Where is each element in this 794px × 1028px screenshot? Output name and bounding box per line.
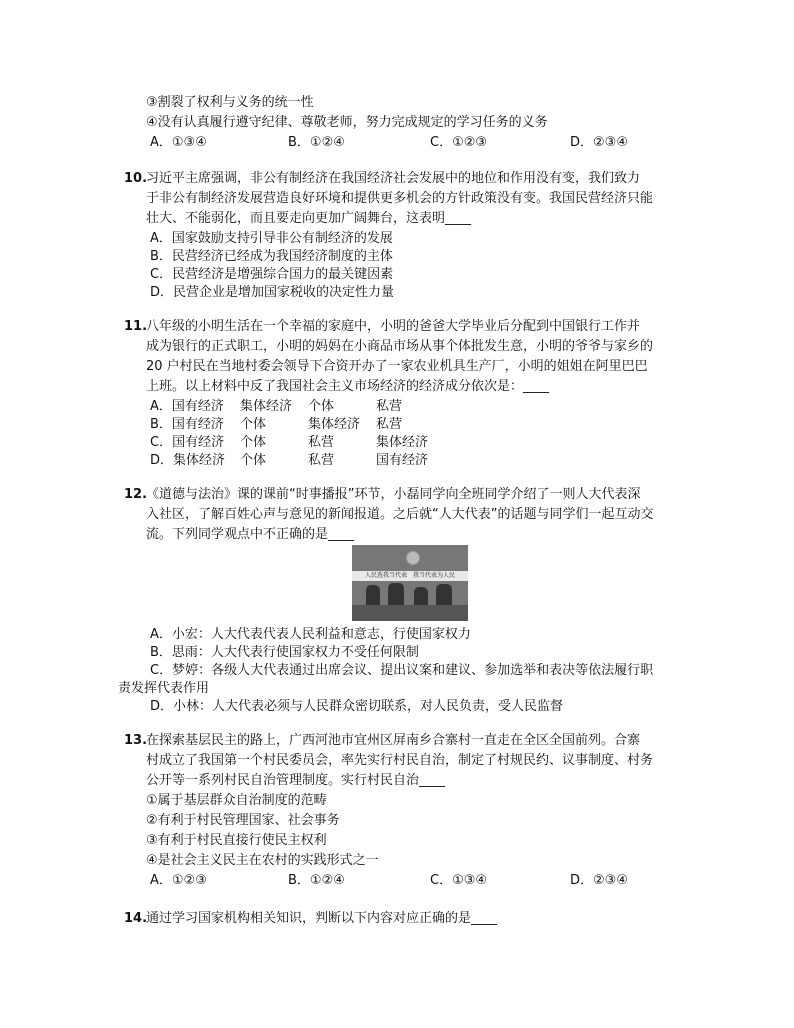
q11-option-c-col-2: 个体	[240, 435, 267, 450]
q12-stem-line-3: 流。下列同学观点中不正确的是____	[146, 527, 355, 542]
news-photo	[352, 545, 468, 621]
q11-option-a-col-1: A．国有经济	[150, 399, 224, 414]
q12-option-d[interactable]: D．小林：人大代表必须与人民群众密切联系，对人民负责，受人民监督	[150, 699, 564, 714]
q10-option-d[interactable]: D．民营企业是增加国家税收的决定性力量	[150, 285, 395, 300]
q11-option-d-col-3: 私营	[308, 453, 335, 468]
q13-stem-line-2: 村成立了我国第一个村民委员会，率先实行村民自治，制定了村规民约、议事制度、村务	[146, 753, 654, 768]
q10-stem-line-3: 壮大、不能弱化，而且要走向更加广阔舞台，这表明____	[146, 211, 472, 226]
q13-option-d[interactable]: D．②③④	[570, 873, 628, 888]
q10-stem-line-2: 于非公有制经济发展营造良好环境和提供更多机会的方针政策没有变。我国民营经济只能	[146, 191, 654, 206]
q12-option-c-cont: 责发挥代表作用	[118, 681, 210, 696]
q13-number: 13.	[124, 733, 148, 748]
q13-item-1: ①属于基层群众自治制度的范畴	[146, 793, 327, 808]
q13-option-c[interactable]: C．①③④	[430, 873, 488, 888]
q11-option-b-col-3: 集体经济	[308, 417, 361, 432]
q10-option-b[interactable]: B．民营经济已经成为我国经济制度的主体	[150, 249, 393, 264]
q10-option-c[interactable]: C．民营经济是增强综合国力的最关键因素	[150, 267, 394, 282]
option-a[interactable]: A．①③④	[150, 135, 207, 150]
q11-option-a-col-2: 集体经济	[240, 399, 293, 414]
q12-option-b[interactable]: B．思雨：人大代表行使国家权力不受任何限制	[150, 645, 419, 660]
q11-option-d-col-2: 个体	[240, 453, 267, 468]
q13-option-a[interactable]: A．①②③	[150, 873, 207, 888]
option-c[interactable]: C．①②③	[430, 135, 488, 150]
q13-item-4: ④是社会主义民主在农村的实践形式之一	[146, 853, 379, 868]
q11-stem-line-2: 成为银行的正式职工，小明的妈妈在小商品市场从事个体批发生意，小明的爷爷与家乡的	[146, 339, 654, 354]
option-b[interactable]: B．①②④	[288, 135, 345, 150]
national-emblem-icon	[406, 551, 420, 565]
q13-item-2: ②有利于村民管理国家、社会事务	[146, 813, 340, 828]
q10-number: 10.	[124, 171, 148, 186]
q12-stem-line-2: 入社区，了解百姓心声与意见的新闻报道。之后就“人大代表”的话题与同学们一起互动交	[146, 507, 654, 522]
q12-option-a[interactable]: A．小宏：人大代表代表人民利益和意志，行使国家权力	[150, 627, 471, 642]
q11-stem-line-1: 八年级的小明生活在一个幸福的家庭中，小明的爸爸大学毕业后分配到中国银行工作并	[146, 319, 641, 334]
q11-option-d-col-1: D．集体经济	[150, 453, 226, 468]
q11-option-a-col-4: 私营	[376, 399, 403, 414]
q13-stem-line-1: 在探索基层民主的路上，广西河池市宜州区屏南乡合寨村一直走在全区全国前列。合寨	[146, 733, 641, 748]
q11-option-b-col-2: 个体	[240, 417, 267, 432]
q10-stem-line-1: 习近平主席强调，非公有制经济在我国经济社会发展中的地位和作用没有变，我们致力	[146, 171, 641, 186]
q13-item-3: ③有利于村民直接行使民主权利	[146, 833, 327, 848]
q11-option-b-col-1: B．国有经济	[150, 417, 224, 432]
option-d[interactable]: D．②③④	[570, 135, 628, 150]
top-item-4: ④没有认真履行遵守纪律、尊敬老师，努力完成规定的学习任务的义务	[146, 115, 548, 130]
q11-option-c-col-3: 私营	[308, 435, 335, 450]
q14-number: 14.	[124, 911, 148, 926]
q11-option-c-col-1: C．国有经济	[150, 435, 225, 450]
q11-option-b-col-4: 私营	[376, 417, 403, 432]
q12-number: 12.	[124, 487, 148, 502]
q12-stem-line-1: 《道德与法治》课的课前“时事播报”环节，小磊同学向全班同学介绍了一则人大代表深	[146, 487, 641, 502]
q13-option-b[interactable]: B．①②④	[288, 873, 345, 888]
q11-option-a-col-3: 个体	[308, 399, 335, 414]
q11-number: 11.	[124, 319, 148, 334]
q11-stem-line-4: 上班。以上材料中反了我国社会主义市场经济的经济成分依次是：____	[146, 379, 550, 394]
q12-option-c[interactable]: C．梦婷：各级人大代表通过出席会议、提出议案和建议、参加选举和表决等依法履行职	[150, 663, 654, 678]
q10-option-a[interactable]: A．国家鼓励支持引导非公有制经济的发展	[150, 231, 393, 246]
desk	[352, 605, 468, 621]
photo-banner: 人民选我当代表 我当代表为人民	[352, 571, 468, 581]
q14-stem-line-1: 通过学习国家机构相关知识，判断以下内容对应正确的是____	[146, 911, 498, 926]
top-item-3: ③割裂了权利与义务的统一性	[146, 95, 314, 110]
q13-stem-line-3: 公开等一系列村民自治管理制度。实行村民自治____	[146, 773, 446, 788]
q11-option-d-col-4: 国有经济	[376, 453, 429, 468]
q11-option-c-col-4: 集体经济	[376, 435, 429, 450]
q11-stem-line-3: 20 户村民在当地村委会领导下合资开办了一家农业机具生产厂，小明的姐姐在阿里巴巴	[146, 359, 648, 374]
